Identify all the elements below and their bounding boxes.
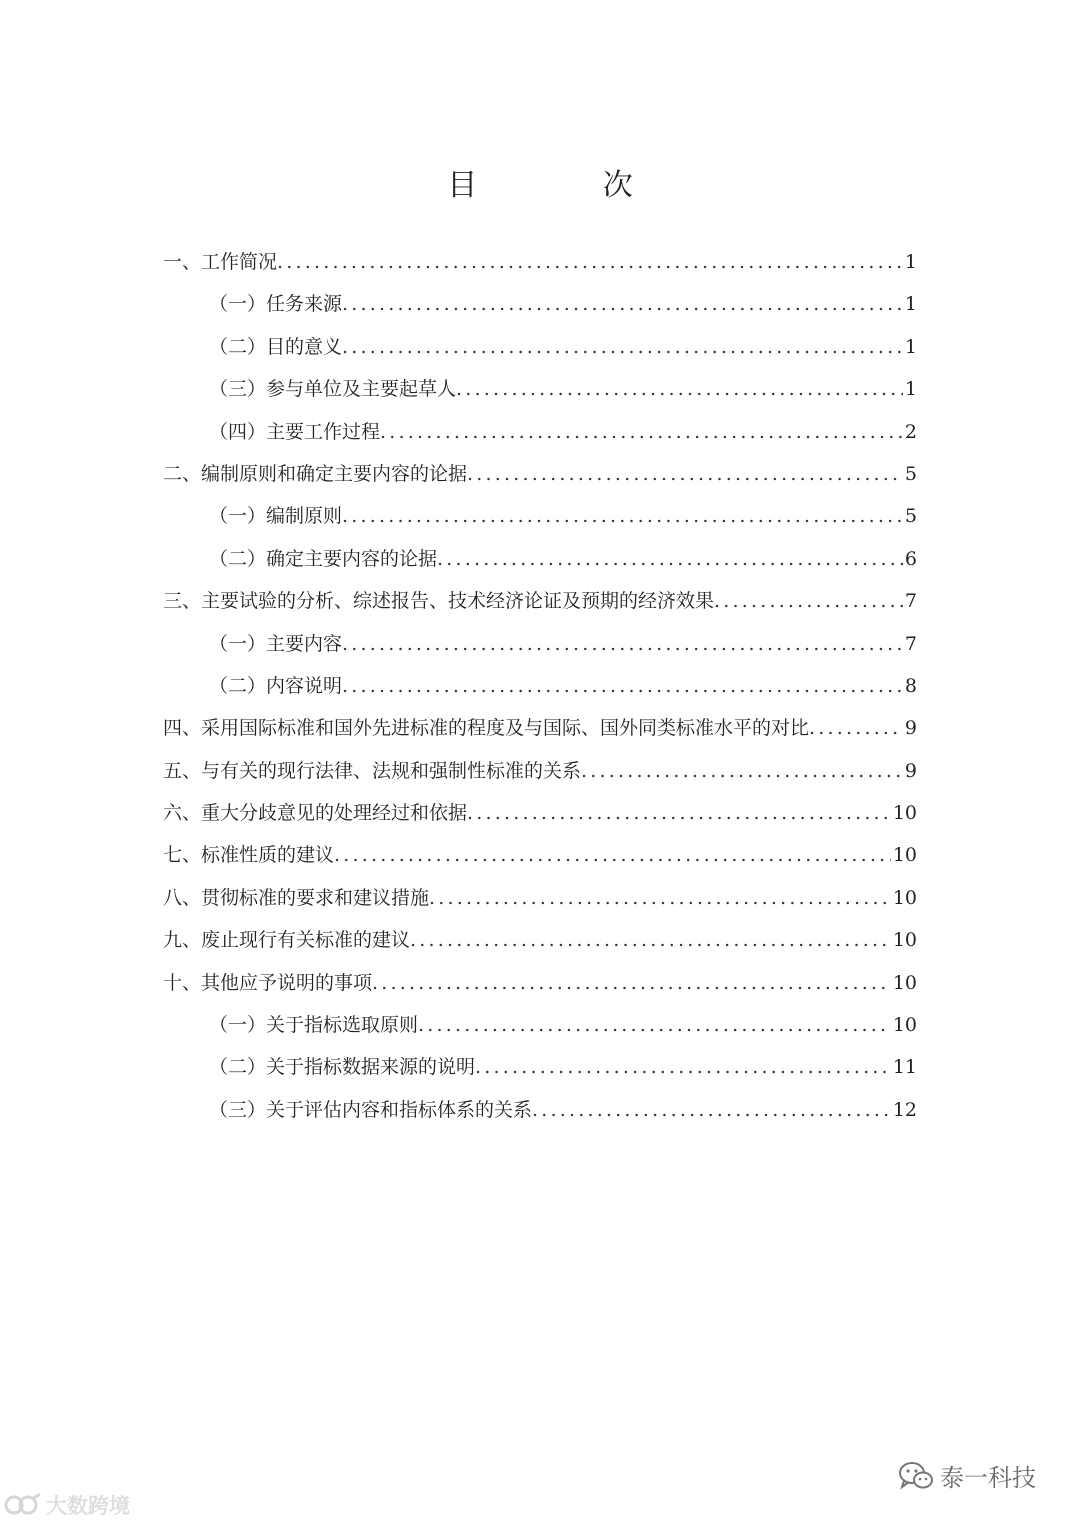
toc-entry[interactable]: [163, 241, 917, 283]
toc-dot-leader: [334, 834, 891, 876]
watermark-left: [4, 1490, 130, 1520]
toc-dot-leader: [437, 538, 903, 580]
toc-entry[interactable]: [163, 368, 917, 410]
toc-page-number: 1: [904, 378, 917, 401]
toc-entry-title: （一）编制原则: [209, 505, 343, 528]
toc-page-number: 7: [904, 590, 917, 613]
toc-dot-leader: [532, 1089, 891, 1131]
toc-page-number: 1: [904, 293, 917, 316]
toc-entry-title: （一）关于指标选取原则: [209, 1014, 419, 1037]
toc-entry[interactable]: [163, 1004, 917, 1046]
toc-page-number: 9: [904, 759, 917, 782]
toc-entry-title: （二）确定主要内容的论据: [209, 547, 438, 570]
toc-dot-leader: [456, 368, 903, 410]
toc-entry[interactable]: [163, 580, 917, 622]
toc-dot-leader: [410, 919, 891, 961]
toc-dot-leader: [342, 495, 903, 537]
table-of-contents: [163, 241, 917, 1131]
toc-entry-title: 四、采用国际标准和国外先进标准的程度及与国际、国外同类标准水平的对比: [163, 717, 810, 740]
toc-dot-leader: [714, 580, 903, 622]
toc-page-number: 7: [904, 632, 917, 655]
toc-dot-leader: [342, 326, 903, 368]
watermark-right: [898, 1458, 1036, 1493]
toc-dot-leader: [277, 241, 903, 283]
toc-entry[interactable]: [163, 834, 917, 876]
toc-entry[interactable]: [163, 538, 917, 580]
toc-dot-leader: [467, 792, 891, 834]
toc-entry-title: 九、废止现行有关标准的建议: [163, 929, 411, 952]
toc-entry-title: （二）内容说明: [209, 674, 343, 697]
watermark-left-text: 大数跨境: [46, 1494, 130, 1518]
toc-entry[interactable]: [163, 411, 917, 453]
toc-page-number: 5: [904, 462, 917, 485]
toc-entry-title: 八、贯彻标准的要求和建议措施: [163, 886, 430, 909]
toc-entry[interactable]: [163, 453, 917, 495]
toc-entry[interactable]: [163, 707, 917, 749]
toc-entry-title: （一）主要内容: [209, 632, 343, 655]
toc-dot-leader: [581, 750, 903, 792]
toc-entry-title: （四）主要工作过程: [209, 420, 381, 443]
toc-dot-leader: [429, 877, 891, 919]
toc-dot-leader: [418, 1004, 891, 1046]
toc-dot-leader: [342, 623, 903, 665]
toc-dot-leader: [809, 707, 903, 749]
toc-page-number: 6: [904, 547, 917, 570]
toc-entry-title: （三）参与单位及主要起草人: [209, 378, 457, 401]
toc-entry[interactable]: [163, 1089, 917, 1131]
toc-entry[interactable]: [163, 623, 917, 665]
toc-page-number: 1: [904, 251, 917, 273]
watermark-right-text: 泰一科技: [940, 1464, 1036, 1492]
toc-entry[interactable]: [163, 1046, 917, 1088]
toc-entry-title: 五、与有关的现行法律、法规和强制性标准的关系: [163, 759, 582, 782]
toc-entry[interactable]: [163, 326, 917, 368]
toc-entry-title: 二、编制原则和确定主要内容的论据: [163, 462, 468, 485]
toc-entry-title: 七、标准性质的建议: [163, 844, 335, 867]
toc-entry[interactable]: [163, 495, 917, 537]
toc-entry-title: 三、主要试验的分析、综述报告、技术经济论证及预期的经济效果: [163, 590, 715, 613]
toc-entry-title: （二）关于指标数据来源的说明: [209, 1056, 476, 1079]
toc-page-number: 10: [892, 929, 917, 952]
toc-entry[interactable]: [163, 792, 917, 834]
toc-dot-leader: [467, 453, 903, 495]
toc-entry-title: （二）目的意义: [209, 335, 343, 358]
wechat-icon: [898, 1461, 934, 1491]
toc-dot-leader: [372, 962, 891, 1004]
toc-dot-leader: [380, 411, 903, 453]
toc-page-number: 10: [892, 971, 917, 994]
toc-dot-leader: [342, 283, 903, 325]
toc-page-number: 5: [904, 505, 917, 528]
page-title: 目 次: [447, 168, 691, 204]
toc-entry-title: 一、工作简况: [163, 251, 278, 273]
toc-dot-leader: [342, 665, 903, 707]
toc-entry-title: 十、其他应予说明的事项: [163, 971, 373, 994]
toc-page-number: 2: [904, 420, 917, 443]
toc-page-number: 11: [892, 1056, 917, 1079]
toc-page-number: 9: [904, 717, 917, 740]
toc-entry-title: 六、重大分歧意见的处理经过和依据: [163, 802, 468, 825]
toc-entry[interactable]: [163, 665, 917, 707]
brand-logo-icon: [4, 1492, 42, 1518]
toc-page-number: 12: [892, 1098, 917, 1121]
toc-page-number: 10: [892, 844, 917, 867]
toc-entry[interactable]: [163, 877, 917, 919]
toc-page-number: 10: [892, 1014, 917, 1037]
toc-entry-title: （一）任务来源: [209, 293, 343, 316]
toc-entry-title: （三）关于评估内容和指标体系的关系: [209, 1098, 533, 1121]
toc-page-number: 10: [892, 886, 917, 909]
toc-dot-leader: [475, 1046, 891, 1088]
toc-page-number: 10: [892, 802, 917, 825]
toc-entry[interactable]: [163, 919, 917, 961]
toc-entry[interactable]: [163, 283, 917, 325]
toc-page-number: 1: [904, 335, 917, 358]
toc-page-number: 8: [904, 674, 917, 697]
toc-entry[interactable]: [163, 962, 917, 1004]
toc-entry[interactable]: [163, 750, 917, 792]
